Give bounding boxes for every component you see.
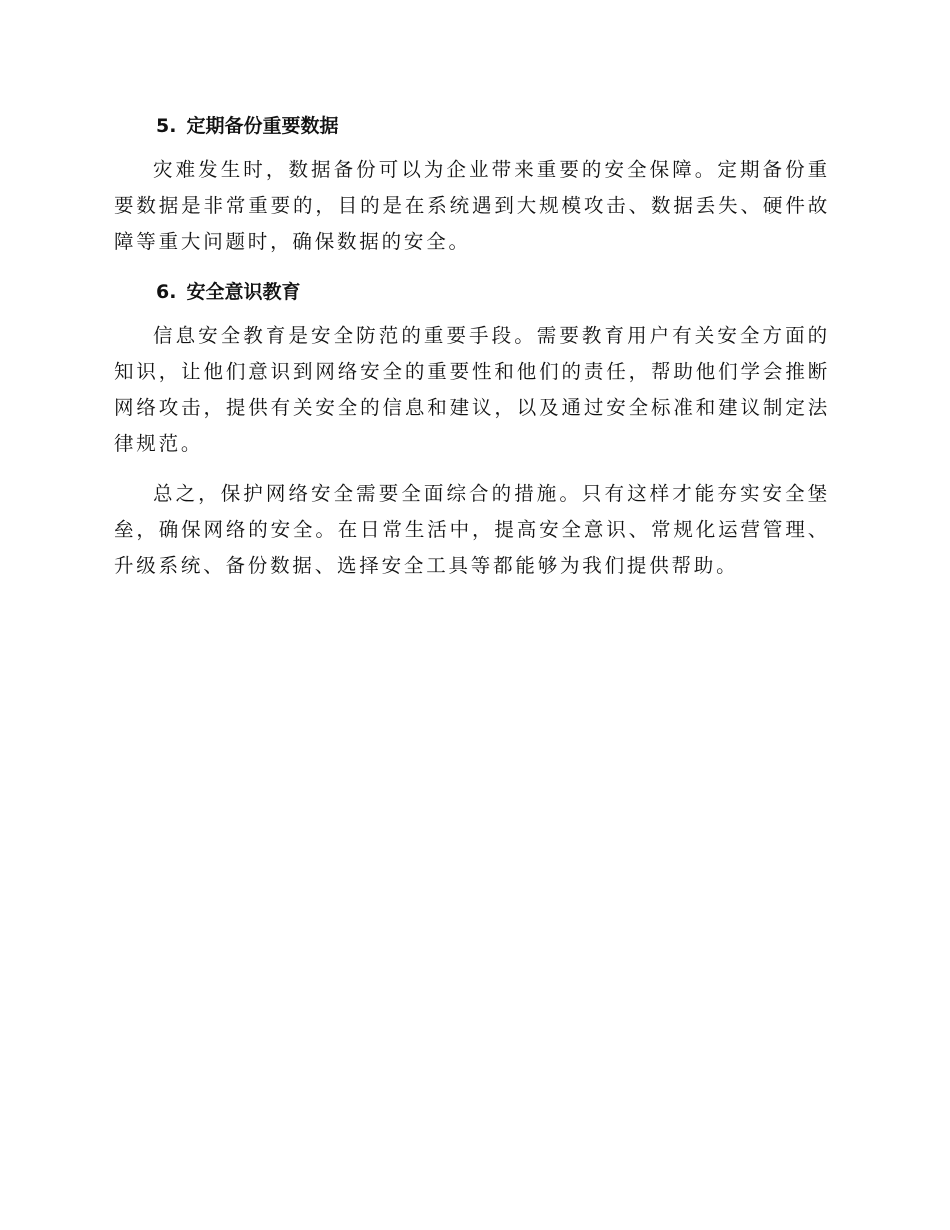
section-6-heading [114, 274, 830, 310]
conclusion-paragraph: 总之，保护网络安全需要全面综合的措施。只有这样才能夯实安全堡垒，确保网络的安全。在日常生活中，提高安全意识、常规化运营管理、升级系统、备份数据、选择安全工具等都能够为我们提供帮助。 [114, 482, 830, 577]
section-6-title: 安全意识教育 [186, 281, 301, 303]
section-6-paragraph: 信息安全教育是安全防范的重要手段。需要教育用户有关安全方面的知识，让他们意识到网络安全的重要性和他们的责任，帮助他们学会推断网络攻击，提供有关安全的信息和建议，以及通过安全标准和建议制定法律规范。 [114, 324, 830, 455]
section-5-number: 5. [156, 115, 177, 137]
section-5-title: 定期备份重要数据 [186, 115, 339, 137]
section-5-paragraph: 灾难发生时，数据备份可以为企业带来重要的安全保障。定期备份重要数据是非常重要的，目的是在系统遇到大规模攻击、数据丢失、硬件故障等重大问题时，确保数据的安全。 [114, 158, 830, 253]
document-body [114, 108, 830, 598]
section-6-number: 6. [156, 281, 177, 303]
section-5-heading [114, 108, 830, 144]
